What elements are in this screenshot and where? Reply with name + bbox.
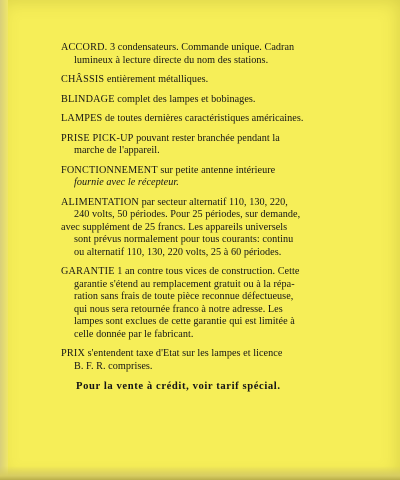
page-bottom-edge <box>0 466 400 480</box>
garantie-text-line-6: celle donnée par le fabricant. <box>74 328 194 340</box>
text-line <box>61 94 361 107</box>
garantie-paragraph <box>61 266 361 341</box>
pickup-text-line-2: marche de l'appareil. <box>74 145 160 156</box>
alimentation-text-line-2: 240 volts, 50 périodes. Pour 25 périodes, sur demande, <box>74 209 301 220</box>
alimentation-text-line-4: sont prévus normalement pour tous courants: continu <box>74 234 294 245</box>
pickup-paragraph <box>61 133 361 158</box>
garantie-text: 1 an contre tous vices de construction. Cette <box>114 266 300 277</box>
garantie-text-line-5: lampes sont exclues de cette garantie qui est limitée à <box>74 316 295 327</box>
garantie-text-line-2: garantie s'étend au remplacement gratuit ou à la répa- <box>74 278 295 290</box>
specifications-text <box>61 42 361 394</box>
fonctionnement-text: sur petite antenne intérieure <box>157 164 276 176</box>
blindage-paragraph <box>61 94 361 107</box>
lampes-text: de toutes dernières caractéristiques américaines. <box>102 113 304 124</box>
blindage-keyword: BLINDAGE <box>61 93 115 105</box>
text-line <box>61 133 361 146</box>
pickup-keyword: PRISE PICK-UP <box>61 132 134 144</box>
accord-paragraph <box>61 42 361 67</box>
alimentation-text-line-5: ou alternatif 110, 130, 220 volts, 25 à 60 périodes. <box>74 246 282 258</box>
fonctionnement-text-line-2: fournie avec le récepteur. <box>74 177 179 188</box>
pickup-text: pouvant rester branchée pendant la <box>133 132 280 144</box>
garantie-keyword: GARANTIE <box>61 266 115 277</box>
text-line <box>61 113 361 126</box>
fonctionnement-paragraph <box>61 165 361 190</box>
page-left-edge <box>0 0 8 480</box>
garantie-text-line-4: qui nous sera retournée franco à notre adresse. Les <box>74 303 283 315</box>
prix-text: s'entendent taxe d'Etat sur les lampes et licence <box>85 348 283 359</box>
accord-text-line-2: lumineux à lecture directe du nom des stations. <box>74 54 269 66</box>
accord-text: 3 condensateurs. Commande unique. Cadran <box>107 42 295 53</box>
text-line <box>61 348 361 361</box>
prix-keyword: PRIX <box>61 348 86 359</box>
chassis-keyword: CHÂSSIS <box>61 74 105 85</box>
lampes-paragraph <box>61 113 361 126</box>
alimentation-paragraph <box>61 197 361 260</box>
prix-paragraph <box>61 348 361 373</box>
garantie-text-line-3: ration sans frais de toute pièce reconnue défectueuse, <box>74 291 294 302</box>
alimentation-keyword: ALIMENTATION <box>61 196 139 208</box>
credit-note: Pour la vente à crédit, voir tarif spécial. <box>76 381 281 392</box>
alimentation-text: par secteur alternatif 110, 130, 220, <box>138 196 288 208</box>
blindage-text: complet des lampes et bobinages. <box>114 93 256 105</box>
prix-text-line-2: B. F. R. comprises. <box>74 360 153 372</box>
text-line <box>61 74 361 87</box>
lampes-keyword: LAMPES <box>61 113 103 124</box>
accord-keyword: ACCORD. <box>61 42 108 53</box>
fonctionnement-keyword: FONCTIONNEMENT <box>61 164 158 176</box>
text-line <box>61 197 361 210</box>
chassis-paragraph <box>61 74 361 87</box>
chassis-text: entièrement métalliques. <box>104 74 209 85</box>
text-line <box>61 165 361 178</box>
alimentation-text-line-3: avec supplément de 25 francs. Les appareils universels <box>61 221 288 233</box>
text-line <box>61 266 361 279</box>
text-line <box>61 42 361 55</box>
